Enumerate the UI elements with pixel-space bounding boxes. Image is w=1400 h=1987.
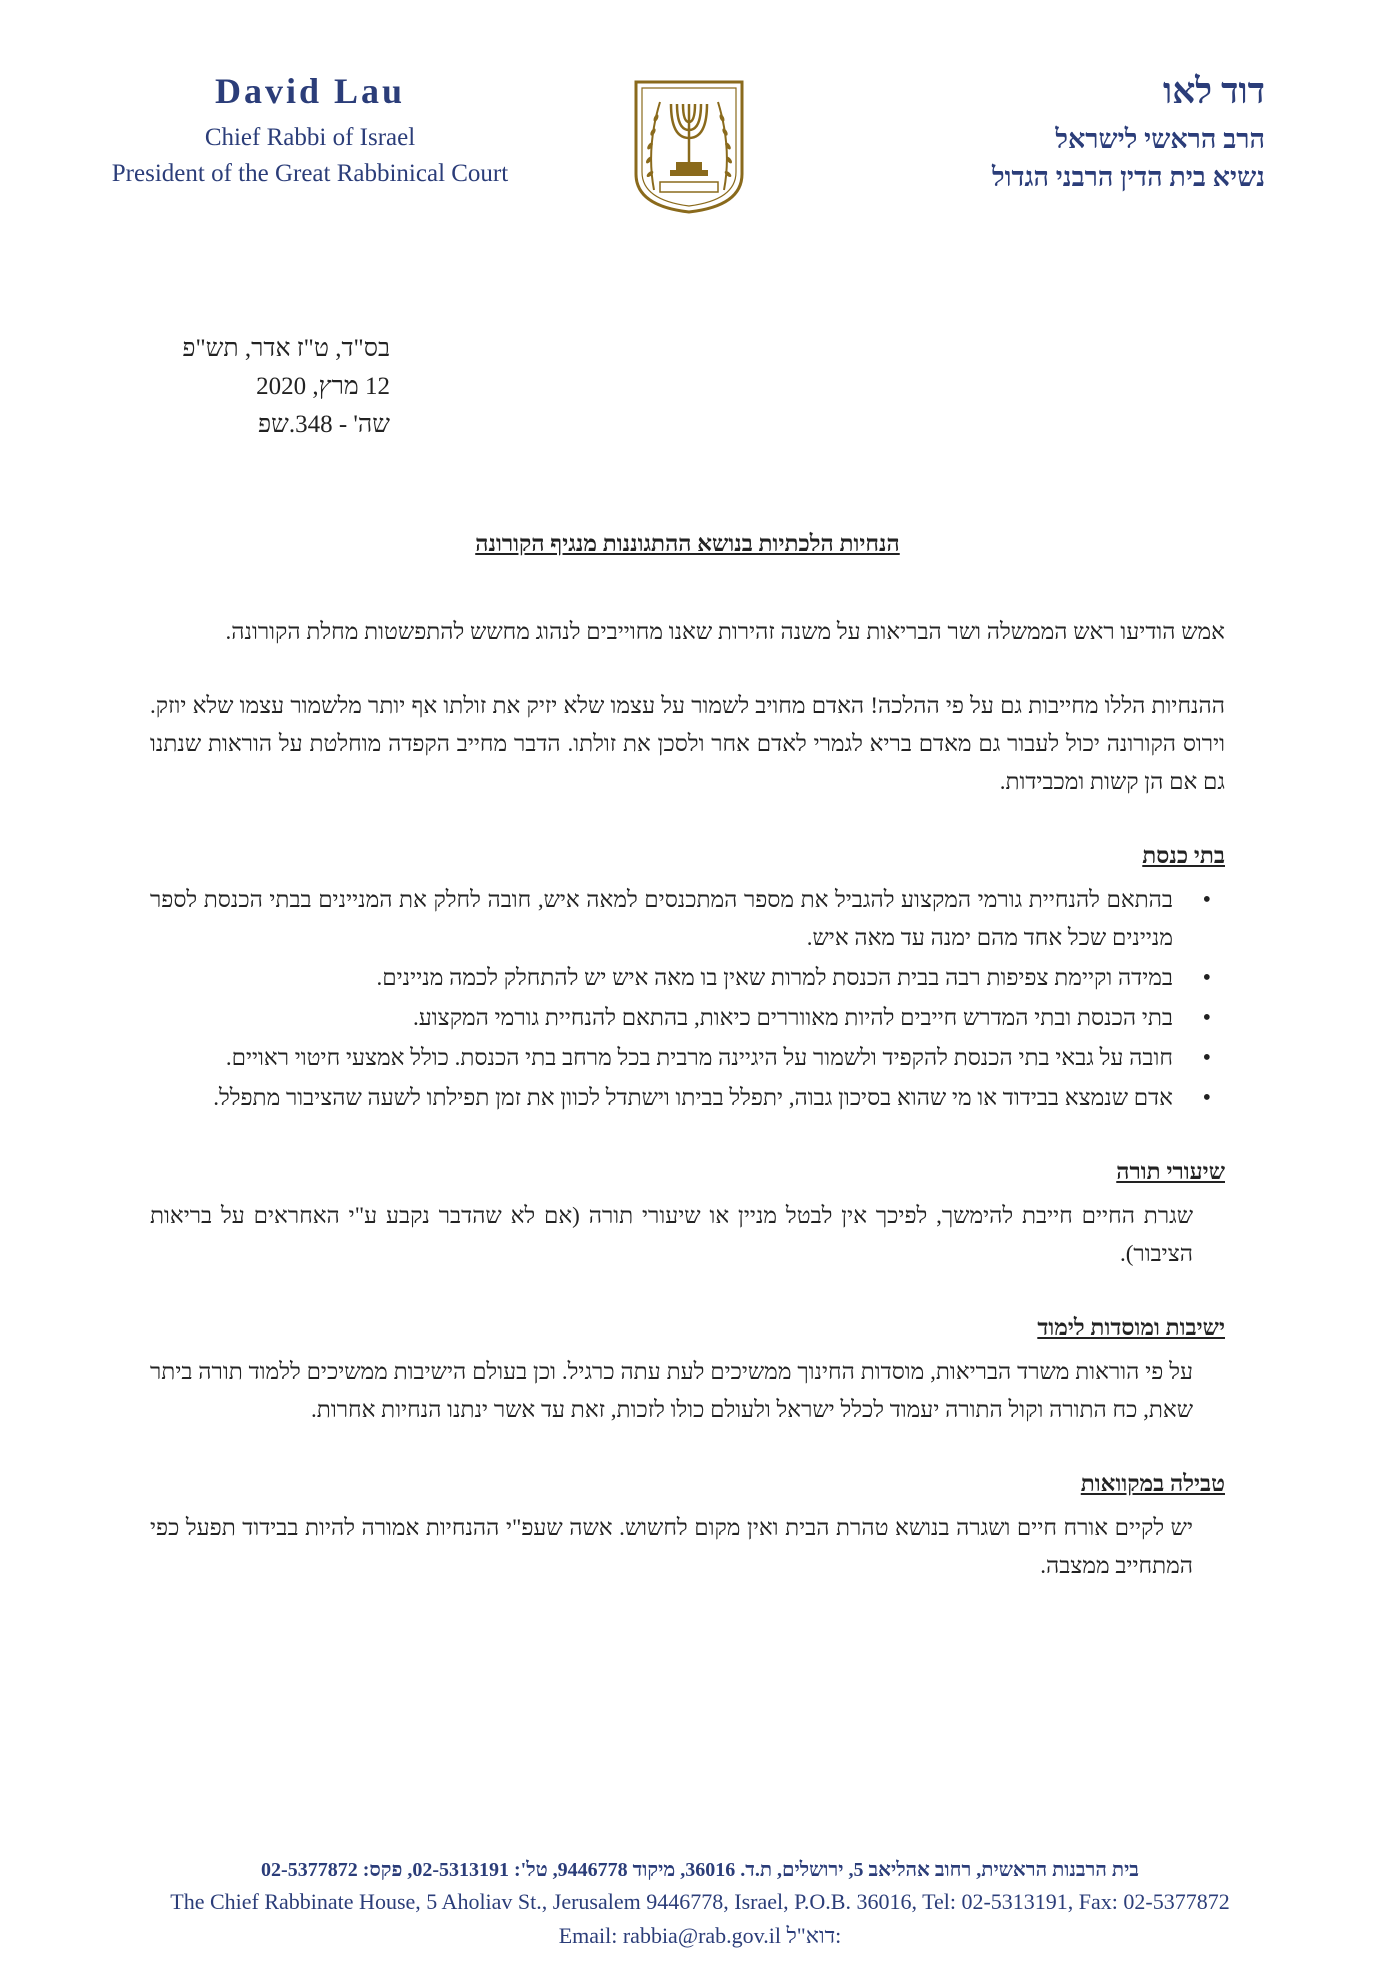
email-line [60,1919,1340,1953]
hebrew-title: הרב הראשי לישראל [1055,124,1265,154]
letter-body [150,525,1225,1621]
email-address[interactable]: Email: rabbia@rab.gov.il [558,1923,781,1948]
letterhead-hebrew [845,70,1265,196]
hebrew-address: בית הרבנות הראשית, רחוב אהליאב 5, ירושלים, ת.ד. 36016, מיקוד 9446778, טל': 02-5313191, פקס: 02-5377872 [261,1859,1139,1881]
letter-title: הנחיות הלכתיות בנושא ההתגוננות מנגיף הקורונה [475,531,900,556]
hebrew-date: בס"ד, ט"ז אדר, תש"פ [182,335,390,362]
yeshivot-text: על פי הוראות משרד הבריאות, מוסדות החינוך ממשיכים לעת עתה כרגיל. וכן בעולם הישיבות ממשיכים ללמוד תורה ביתר שאת, כח התורה וקול התורה יעמוד לכלל ישראל ולעולם כולו לזכות, זאת עד אשר ינתנו הנחיות אחרות. [150,1359,1193,1422]
mikvaot-text: יש לקיים אורח חיים ושגרה בנושא טהרת הבית ואין מקום לחשוש. אשה שעפ"י ההנחיות אמורה להיות בבידוד תפעל כפי המתחייב ממצבה. [150,1515,1193,1578]
hebrew-subtitle: נשיא בית הדין הרבני הגדול [992,162,1265,192]
english-name: David Lau [214,71,406,111]
list-item: • בתי הכנסת ובתי המדרש חייבים להיות מאווררים כיאות, בהתאם להנחיית גורמי המקצוע. [150,999,1173,1037]
reference-number: שה' - 348.שפ [258,411,390,438]
intro-paragraph-1: אמש הודיעו ראש הממשלה ושר הבריאות על משנה זהירות שאנו מחוייבים לנהוג מחשש להתפשטות מחלת הקורונה. [225,619,1225,644]
synagogues-list [150,881,1225,1117]
section-heading-yeshivot: ישיבות ומוסדות לימוד [1037,1315,1225,1340]
list-item: • במידה וקיימת צפיפות רבה בבית הכנסת למרות שאין בו מאה איש יש להתחלק לכמה מניינים. [150,959,1173,997]
torah-lessons-text: שגרת החיים חייבת להימשך, לפיכך אין לבטל מניין או שיעורי תורה (אם לא שהדבר נקבע ע"י האחראים על בריאות הציבור). [150,1203,1193,1266]
section-heading-synagogues: בתי כנסת [1142,843,1225,868]
menorah-emblem-icon [630,78,748,216]
english-title: Chief Rabbi of Israel [204,124,416,151]
intro-paragraph-2: ההנחיות הללו מחייבות גם על פי ההלכה! האדם מחויב לשמור על עצמו שלא יזיק את זולתו אף יותר מלשמור עצמו שלא יוזק. וירוס הקורונה יכול לעבור גם מאדם בריא לגמרי לאדם אחר ולסכן את זולתו. הדבר מחייב הקפדה מוחלטת על הוראות שנתנו גם אם הן קשות ומכבידות. [150,693,1225,794]
list-item: • חובה על גבאי בתי הכנסת להקפיד ולשמור על היגיינה מרבית בכל מרחב בתי הכנסת. כולל אמצעי חיטוי ראויים. [150,1039,1173,1077]
gregorian-date: 12 מרץ, 2020 [256,373,390,400]
date-block [150,330,390,444]
section-heading-torah-lessons: שיעורי תורה [1116,1159,1225,1184]
email-label-hebrew: דוא"ל: [786,1923,842,1948]
hebrew-name: דוד לאו [1162,71,1265,111]
letterhead-english [90,70,530,192]
list-item: • אדם שנמצא בבידוד או מי שהוא בסיכון גבוה, יתפלל בביתו וישתדל לכוון את זמן תפילתו לשעה שהציבור מתפלל. [150,1079,1173,1117]
letter-footer [60,1855,1340,1953]
english-subtitle: President of the Great Rabbinical Court [111,160,509,187]
english-address: The Chief Rabbinate House, 5 Aholiav St., Jerusalem 9446778, Israel, P.O.B. 36016, Tel: 02-5313191, Fax: 02-5377872 [170,1889,1230,1914]
list-item: • בהתאם להנחיית גורמי המקצוע להגביל את מספר המתכנסים למאה איש, חובה לחלק את המניינים בבתי הכנסת לספר מניינים שכל אחד מהם ימנה עד מאה איש. [150,881,1173,957]
section-heading-mikvaot: טבילה במקוואות [1080,1471,1225,1496]
